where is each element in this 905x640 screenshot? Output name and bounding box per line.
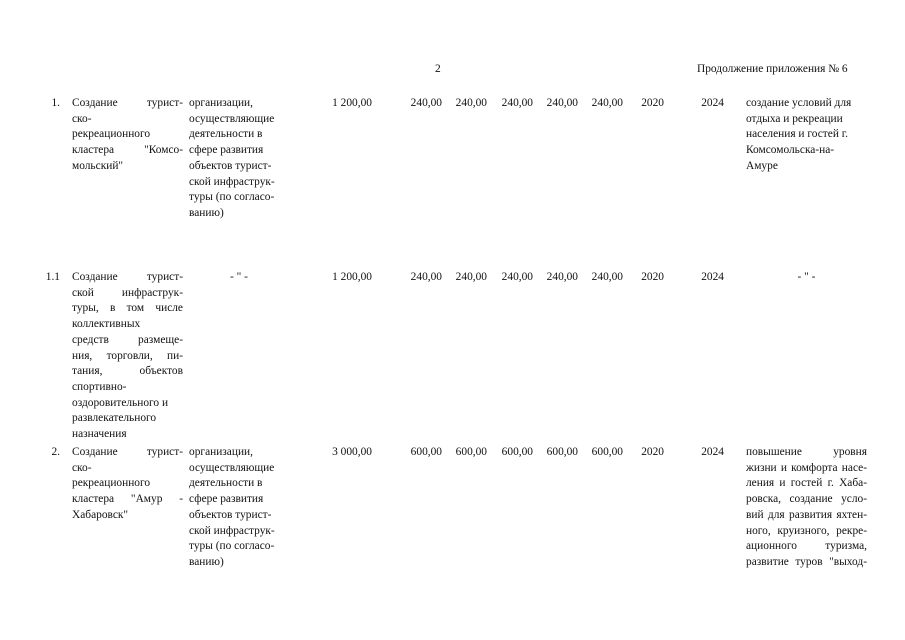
start-year: 2020 <box>641 271 664 283</box>
executor-line: организации, <box>189 97 253 109</box>
measure-name <box>72 270 183 443</box>
expected-result-ditto: - " - <box>797 271 816 283</box>
expected-result-line: создание условий для <box>746 97 852 109</box>
executor-line: деятельности в <box>189 477 263 490</box>
year-amount: 240,00 <box>591 97 623 109</box>
expected-result-line: ления и гостей г. Хаба- <box>746 477 867 490</box>
measure-name-line: коллективных <box>72 318 141 331</box>
measure-name-line: Создание турист- <box>72 97 183 109</box>
measure-name <box>72 96 183 175</box>
end-year: 2024 <box>701 446 724 458</box>
measure-name-line: спортивно- <box>72 380 127 393</box>
year-amount: 240,00 <box>455 271 487 283</box>
executor-line: сфере развития <box>189 493 264 506</box>
expected-result-line: повышение уровня <box>746 446 867 458</box>
executor-line: туры (по согласо- <box>189 540 275 553</box>
expected-result-line: Комсомольска-на- <box>746 144 835 157</box>
end-year: 2024 <box>701 97 724 109</box>
executor-line: туры (по согласо- <box>189 191 275 204</box>
executor <box>189 445 289 571</box>
year-amount: 600,00 <box>501 446 533 458</box>
expected-result-line: ационного туризма, <box>746 540 867 553</box>
measure-name-line: Создание турист- <box>72 271 183 283</box>
executor-line: объектов турист- <box>189 159 272 172</box>
measure-name-line: Создание турист- <box>72 446 183 458</box>
start-year: 2020 <box>641 446 664 458</box>
measure-name-line: туры, в том числе <box>72 302 183 315</box>
measure-name-line: кластера "Комсо- <box>72 144 183 157</box>
year-amount: 240,00 <box>591 271 623 283</box>
executor-line: ской инфраструк- <box>189 524 275 537</box>
year-amount: 240,00 <box>410 97 442 109</box>
expected-result-line: ного, круизного, рекре- <box>746 524 867 537</box>
year-amount: 240,00 <box>546 97 578 109</box>
measure-name-line: Хабаровск" <box>72 508 129 521</box>
measure-name-line: мольский" <box>72 159 124 172</box>
executor-line: ванию) <box>189 206 224 219</box>
year-amount: 240,00 <box>455 97 487 109</box>
row-number: 2. <box>51 446 60 458</box>
year-amount: 600,00 <box>591 446 623 458</box>
executor-line: объектов турист- <box>189 508 272 521</box>
year-amount: 600,00 <box>410 446 442 458</box>
executor-line: ванию) <box>189 555 224 568</box>
measure-name-line: ской инфраструк- <box>72 286 183 299</box>
row-number: 1. <box>51 97 60 109</box>
measure-name-line: тания, объектов <box>72 365 183 378</box>
measure-name-line: ско- <box>72 461 92 474</box>
measure-name-line: рекреационного <box>72 477 151 490</box>
continuation-caption: Продолжение приложения № 6 <box>697 63 848 75</box>
expected-result-line: жизни и комфорта насе- <box>746 461 867 474</box>
expected-result <box>746 445 867 571</box>
measure-name-line: развлекательного <box>72 412 157 425</box>
start-year: 2020 <box>641 97 664 109</box>
executor-line: ской инфраструк- <box>189 175 275 188</box>
expected-result-line: развитие туров "выход- <box>746 555 867 568</box>
measure-name-line: ния, торговли, пи- <box>72 349 183 362</box>
total-amount: 1 200,00 <box>332 97 372 109</box>
expected-result-line: Амуре <box>746 159 778 172</box>
expected-result-line: вий для развития яхтен- <box>746 508 867 521</box>
expected-result <box>746 96 867 175</box>
executor-line: деятельности в <box>189 128 263 141</box>
executor-line: организации, <box>189 446 253 458</box>
year-amount: 240,00 <box>501 97 533 109</box>
expected-result-line: ровска, создание усло- <box>746 493 867 506</box>
executor-line: осуществляющие <box>189 461 275 474</box>
year-amount: 600,00 <box>455 446 487 458</box>
executor-line: осуществляющие <box>189 112 275 125</box>
year-amount: 600,00 <box>546 446 578 458</box>
measure-name-line: средств размеще- <box>72 333 183 346</box>
expected-result-line: отдыха и рекреации <box>746 112 843 125</box>
row-number: 1.1 <box>45 271 60 283</box>
measure-name-line: оздоровительного и <box>72 396 169 409</box>
page-number: 2 <box>435 63 441 75</box>
executor <box>189 96 289 222</box>
total-amount: 3 000,00 <box>332 446 372 458</box>
end-year: 2024 <box>701 271 724 283</box>
measure-name-line: кластера "Амур - <box>72 493 183 506</box>
measure-name-line: ско- <box>72 112 92 125</box>
expected-result-line: населения и гостей г. <box>746 128 848 141</box>
measure-name-line: рекреационного <box>72 128 151 141</box>
measure-name <box>72 445 183 524</box>
year-amount: 240,00 <box>410 271 442 283</box>
year-amount: 240,00 <box>546 271 578 283</box>
executor-line: сфере развития <box>189 144 264 157</box>
measure-name-line: назначения <box>72 428 127 441</box>
year-amount: 240,00 <box>501 271 533 283</box>
total-amount: 1 200,00 <box>332 271 372 283</box>
executor-ditto: - " - <box>230 271 248 283</box>
